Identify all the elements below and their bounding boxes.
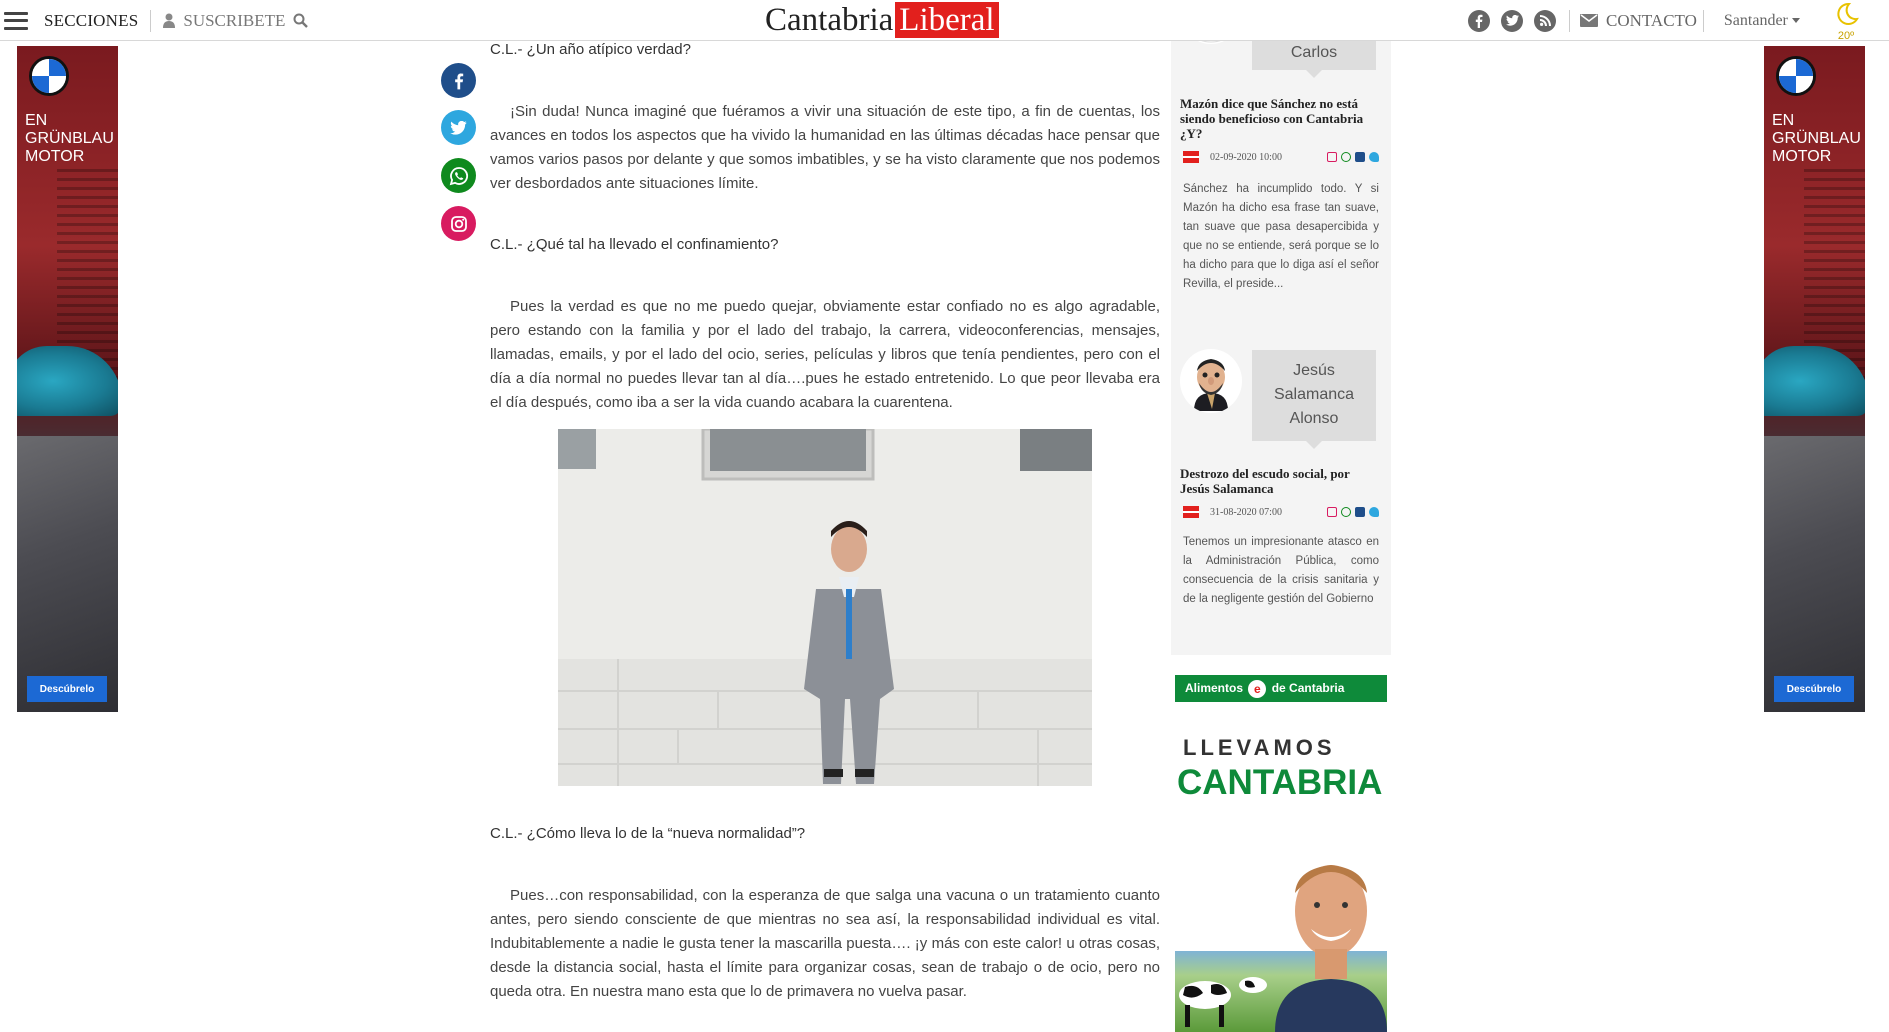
question-2: C.L.- ¿Qué tal ha llevado el confinamiento? [490, 236, 779, 253]
author-name: Carlos [1290, 44, 1338, 61]
city-dropdown[interactable] [1724, 12, 1800, 30]
twitter-icon[interactable] [1501, 10, 1523, 32]
bmw-logo [1776, 56, 1816, 96]
flag-icon [1183, 151, 1199, 163]
user-icon [163, 13, 175, 28]
caret-down-icon [1792, 18, 1800, 23]
menu-icon[interactable] [4, 12, 28, 30]
subscribe-label: SUSCRIBETE [183, 10, 286, 30]
answer-3: Pues…con responsabilidad, con la esperanza de que salga una vacuna o un tratamiento cuanto antes, pero siendo consciente de que mientras no sea así, la responsabilidad individual es vital. Indubitablemente a nadie le gusta tener la mascarilla puesta…. ¡y más con este calor! u otras cosas, desde la distancia social, hasta el límite para organizar cosas, sean de trabajo o de ocio, pero no queda otra. En nuestra mano esta que lo de primavera no vuelva pasar. [490, 887, 1160, 1000]
share-instagram-icon[interactable] [441, 206, 476, 241]
author-avatar-caricature[interactable] [1180, 349, 1242, 413]
city-label: Santander [1723, 11, 1788, 29]
moon-icon [1833, 1, 1859, 27]
author-name-box[interactable] [1252, 36, 1376, 70]
side-ad-left[interactable] [17, 46, 118, 712]
logo-highlight: Liberal [895, 2, 998, 38]
opinion-date-2: 31-08-2020 07:00 [1210, 506, 1282, 518]
opinion-date-1: 02-09-2020 10:00 [1210, 151, 1282, 163]
share-facebook-icon[interactable] [441, 63, 476, 98]
ad-logo-icon: e [1248, 680, 1266, 698]
top-bar-right [1468, 0, 1800, 41]
flag-icon [1183, 506, 1199, 518]
opinion-excerpt-1: Sánchez ha incumplido todo. Y si Mazón ha dicho esa frase tan suave, tan suave que pasa desapercibida y que no se entiende, será porque se lo ha dicho para que lo diga así el señor Revilla, el preside... [1183, 183, 1379, 290]
ad-headline: EN GRÜNBLAU MOTOR [1772, 112, 1861, 165]
ad-line-1: LLEVAMOS [1183, 735, 1336, 760]
ad-road-image [1764, 436, 1865, 712]
question-3: C.L.- ¿Cómo lleva lo de la “nueva normalidad”? [490, 825, 806, 842]
facebook-icon[interactable] [1355, 152, 1365, 162]
top-bar [0, 0, 1889, 41]
divider [1569, 10, 1570, 32]
sections-link[interactable]: SECCIONES [44, 10, 139, 30]
logo-text: Cantabria [765, 1, 894, 38]
opinion-meta-2 [1183, 505, 1379, 519]
author-name-line1: Jesús [1293, 362, 1335, 379]
ad-cows-image [1175, 967, 1270, 1032]
side-ad-right[interactable] [1764, 46, 1865, 712]
author-name-line2: Salamanca [1273, 386, 1355, 403]
temperature: 20º [1837, 30, 1855, 42]
facebook-icon[interactable] [1355, 507, 1365, 517]
opinion-meta-1 [1183, 150, 1379, 164]
rss-icon[interactable] [1534, 10, 1556, 32]
ad-person-image [1275, 831, 1387, 1032]
question-1: C.L.- ¿Un año atípico verdad? [490, 41, 691, 58]
weather-widget[interactable] [1830, 1, 1862, 41]
whatsapp-icon[interactable] [1341, 152, 1351, 162]
alimentos-cantabria-ad[interactable] [1175, 671, 1387, 1032]
ad-road-image [17, 436, 118, 712]
bmw-logo [29, 56, 69, 96]
divider [1703, 10, 1704, 32]
author-name-box[interactable] [1252, 350, 1376, 441]
share-whatsapp-icon[interactable] [441, 158, 476, 193]
ad-cta-button[interactable]: Descúbrelo [1774, 676, 1854, 702]
twitter-icon[interactable] [1369, 152, 1379, 162]
site-logo[interactable] [765, 2, 999, 38]
instagram-icon[interactable] [1327, 507, 1337, 517]
ad-line-2: CANTABRIA [1177, 763, 1383, 802]
ad-cta-button[interactable]: Descúbrelo [27, 676, 107, 702]
twitter-icon[interactable] [1369, 507, 1379, 517]
facebook-icon[interactable] [1468, 10, 1490, 32]
article-photo [558, 429, 1092, 786]
author-name-line3: Alonso [1289, 410, 1339, 427]
opinion-title-2[interactable]: Destrozo del escudo social, por Jesús Salamanca [1180, 466, 1350, 496]
instagram-icon[interactable] [1327, 152, 1337, 162]
answer-2: Pues la verdad es que no me puedo quejar, obviamente estar confiado no es algo agradable, pero estando con la familia y por el lado del trabajo, la carrera, videoconferencias, mensajes, llamadas, emails, y por el lado del ocio, series, películas y libros que tenía pendientes, pero con el día a día normal no puedes llevar tan al día….pues he estado entretenido. Lo que peor llevaba era el día después, como iba a ser la vida cuando acabara la cuarentena. [490, 298, 1160, 411]
answer-1: ¡Sin duda! Nunca imaginé que fuéramos a vivir una situación de este tipo, a fin de cuentas, los avances en todos los aspectos que ha vivido la humanidad en las últimas décadas hace pensar que vamos varios pasos por delante y que somos imbatibles, y se ha visto claramente que nos podemos ver desbordados ante situaciones límite. [490, 103, 1160, 192]
mail-icon [1580, 14, 1598, 27]
opinion-title-1[interactable]: Mazón dice que Sánchez no está siendo beneficioso con Cantabria ¿Y? [1180, 96, 1364, 141]
opinion-excerpt-2: Tenemos un impresionante atasco en la Administración Pública, como consecuencia de la crisis sanitaria y de la negligente gestión del Gobierno [1183, 536, 1379, 605]
ad-banner: Alimentos e de Cantabria [1175, 675, 1387, 702]
contact-link[interactable] [1580, 11, 1697, 31]
search-icon[interactable] [293, 13, 308, 28]
ad-headline: EN GRÜNBLAU MOTOR [25, 112, 114, 165]
top-bar-left [4, 0, 308, 41]
divider [150, 10, 151, 32]
whatsapp-icon[interactable] [1341, 507, 1351, 517]
contact-label: CONTACTO [1606, 10, 1697, 30]
subscribe-link[interactable] [163, 11, 308, 31]
share-twitter-icon[interactable] [441, 110, 476, 145]
